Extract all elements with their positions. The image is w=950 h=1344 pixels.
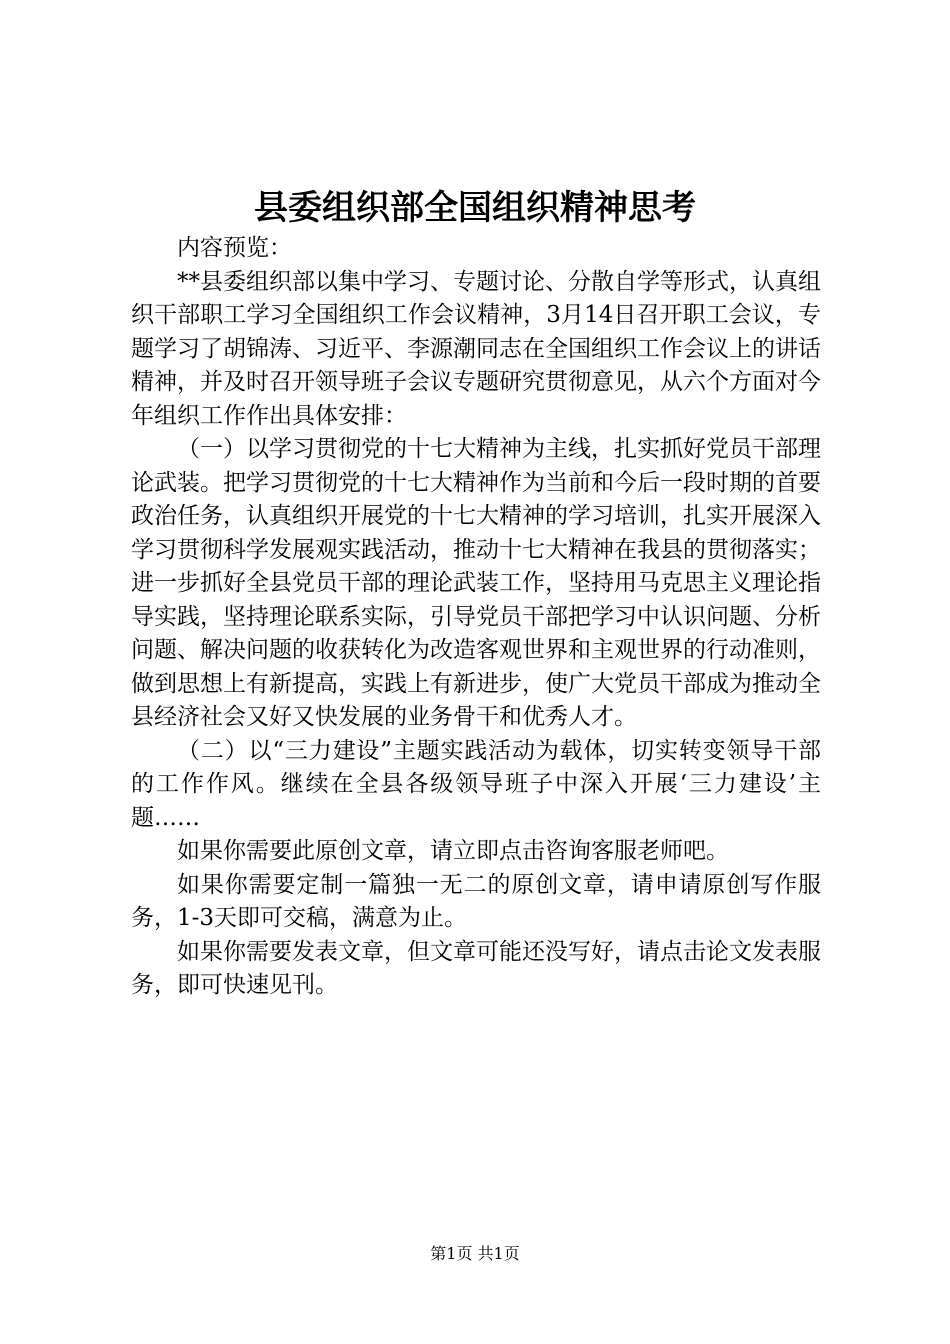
paragraph-section-1: （一）以学习贯彻党的十七大精神为主线，扎实抓好党员干部理论武装。把学习贯彻党的十七大精神作为当前和今后一段时期的首要政治任务，认真组织开展党的十七大精神的学习培训，扎实开展深入学习贯彻科学发展观实践活动，推动十七大精神在我县的贯彻落实；进一步抓好全县党员干部的理论武装工作，坚持用马克思主义理论指导实践，坚持理论联系实际，引导党员干部把学习中认识问题、分析问题、解决问题的收获转化为改造客观世界和主观世界的行动准则，做到思想上有新提高，实践上有新进步，使广大党员干部成为推动全县经济社会又好又快发展的业务骨干和优秀人才。: [131, 436, 821, 730]
promo-publishing-link[interactable]: 如果你需要发表文章，但文章可能还没写好，请点击论文发表服务，即可快速见刊。: [131, 938, 821, 998]
page-footer: 第1页 共1页: [430, 1244, 520, 1263]
paragraph-intro: **县委组织部以集中学习、专题讨论、分散自学等形式，认真组织干部职工学习全国组织工作会议精神，3月14日召开职工会议，专题学习了胡锦涛、习近平、李源潮同志在全国组织工作会议上的讲话精神，并及时召开领导班子会议专题研究贯彻意见，从六个方面对今年组织工作作出具体安排：: [131, 268, 821, 429]
paragraph-section-2: （二）以“三力建设”主题实践活动为载体，切实转变领导干部的工作作风。继续在全县各级领导班子中深入开展‘三力建设’主题……: [131, 737, 821, 831]
promo-custom-writing-link[interactable]: 如果你需要定制一篇独一无二的原创文章，请申请原创写作服务，1-3天即可交稿，满意为止。: [131, 871, 821, 931]
document-title: 县委组织部全国组织精神思考: [254, 188, 696, 228]
promo-consult-link[interactable]: 如果你需要此原创文章，请立即点击咨询客服老师吧。: [177, 838, 729, 864]
document-body: [131, 232, 821, 1003]
preview-label: 内容预览：: [177, 235, 292, 261]
